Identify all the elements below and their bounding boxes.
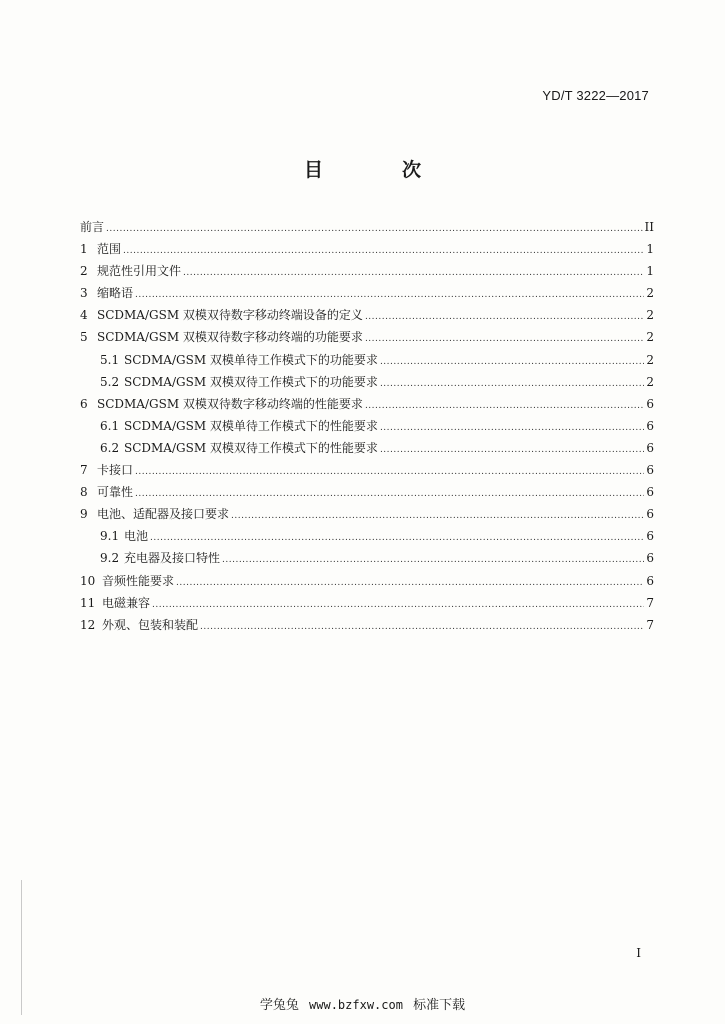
toc-entry[interactable]: [80, 439, 654, 461]
toc-dot-leader: [231, 511, 644, 521]
toc-entry[interactable]: [80, 461, 654, 483]
toc-entry-page: 1: [646, 264, 654, 279]
toc-entry-number: 2: [80, 264, 88, 279]
toc-dot-leader: [123, 246, 644, 256]
toc-entry-title: SCDMA/GSM 双模双待工作模式下的性能要求: [124, 440, 378, 455]
toc-dot-leader: [200, 622, 644, 632]
toc-entry-number: 4: [80, 308, 88, 323]
toc-dot-leader: [152, 600, 644, 610]
toc-dot-leader: [222, 555, 644, 565]
toc-entry[interactable]: [80, 594, 654, 616]
toc-entry[interactable]: [80, 616, 654, 638]
toc-entry-page: 6: [646, 551, 654, 566]
toc-entry[interactable]: [80, 306, 654, 328]
toc-entry-title: 可靠性: [97, 485, 134, 500]
toc-entry-title: SCDMA/GSM 双模单待工作模式下的性能要求: [124, 418, 378, 433]
toc-entry-page: 6: [646, 418, 654, 433]
toc-entry[interactable]: [80, 505, 654, 527]
toc-entry-number: 7: [80, 463, 88, 478]
toc-entry-number: 6.1: [100, 418, 120, 433]
toc-entry-title: 缩略语: [97, 286, 134, 301]
toc-entry[interactable]: [80, 351, 654, 373]
toc-entry[interactable]: [80, 328, 654, 350]
toc-entry-number: 6: [80, 396, 88, 411]
toc-entry-title: 电池: [124, 529, 149, 544]
toc-entry-title: 充电器及接口特性: [124, 551, 221, 566]
toc-entry[interactable]: [80, 240, 654, 262]
toc-entry-title: SCDMA/GSM 双模双待工作模式下的功能要求: [124, 374, 378, 389]
footer-url: www.bzfxw.com: [309, 998, 403, 1012]
toc-entry-number: 9.2: [100, 551, 120, 566]
toc-entry-number: 8: [80, 485, 88, 500]
toc-entry-page: 2: [646, 286, 654, 301]
toc-dot-leader: [365, 334, 644, 344]
toc-entry-page: 7: [646, 617, 654, 632]
toc-entry[interactable]: [80, 395, 654, 417]
toc-entry[interactable]: [80, 549, 654, 571]
toc-dot-leader: [176, 578, 644, 588]
toc-dot-leader: [135, 290, 644, 300]
toc-dot-leader: [135, 489, 644, 499]
toc-dot-leader: [380, 423, 644, 433]
toc-entry-number: 9: [80, 507, 88, 522]
toc-entry-page: II: [644, 220, 654, 234]
toc-entry-page: 6: [646, 463, 654, 478]
toc-entry-title: SCDMA/GSM 双模双待数字移动终端设备的定义: [97, 308, 363, 323]
toc-entry-page: 6: [646, 573, 654, 588]
toc-entry-title: 前言: [80, 220, 105, 234]
toc-entry-title: 电池、适配器及接口要求: [97, 507, 230, 522]
toc-entry[interactable]: [80, 284, 654, 306]
scan-edge-line: [21, 880, 22, 1015]
toc-dot-leader: [150, 533, 644, 543]
footer-watermark: [0, 994, 725, 1013]
toc-entry-number: 5.1: [100, 352, 120, 367]
toc-entry-title: 电磁兼容: [102, 595, 151, 610]
toc-entry-page: 6: [646, 396, 654, 411]
footer-site-name: 学兔兔: [259, 998, 299, 1013]
toc-entry-title: 范围: [97, 242, 122, 257]
page-title: 目 次: [303, 159, 451, 181]
toc-entry-title: 规范性引用文件: [97, 264, 182, 279]
toc-entry[interactable]: [80, 262, 654, 284]
toc-entry[interactable]: [80, 218, 654, 240]
toc-entry-number: 10: [80, 573, 96, 588]
toc-entry-page: 2: [646, 352, 654, 367]
toc-entry-page: 2: [646, 330, 654, 345]
toc-dot-leader: [135, 467, 644, 477]
toc-entry-title: 卡接口: [97, 463, 134, 478]
toc-dot-leader: [380, 379, 644, 389]
toc-dot-leader: [183, 268, 644, 278]
toc-entry-number: 9.1: [100, 529, 120, 544]
toc-dot-leader: [380, 445, 644, 455]
toc-entry-number: 12: [80, 617, 96, 632]
toc-entry-page: 6: [646, 507, 654, 522]
toc-entry-title: SCDMA/GSM 双模双待数字移动终端的功能要求: [97, 330, 363, 345]
toc-entry-number: 3: [80, 286, 88, 301]
toc-dot-leader: [365, 401, 644, 411]
toc-entry-page: 6: [646, 440, 654, 455]
standard-code: YD/T 3222—2017: [542, 88, 649, 103]
toc-entry-title: 音频性能要求: [102, 573, 175, 588]
toc-entry[interactable]: [80, 572, 654, 594]
toc-entry-page: 6: [646, 529, 654, 544]
toc-dot-leader: [380, 357, 644, 367]
page-number: I: [636, 946, 641, 960]
toc-entry-page: 2: [646, 374, 654, 389]
toc-entry[interactable]: [80, 527, 654, 549]
toc-dot-leader: [365, 312, 644, 322]
toc-entry-page: 2: [646, 308, 654, 323]
toc-entry[interactable]: [80, 417, 654, 439]
toc-entry-page: 7: [646, 595, 654, 610]
toc-entry-page: 6: [646, 485, 654, 500]
toc-entry-title: SCDMA/GSM 双模单待工作模式下的功能要求: [124, 352, 378, 367]
toc-entry-number: 5: [80, 330, 88, 345]
table-of-contents: [80, 218, 654, 638]
toc-entry[interactable]: [80, 373, 654, 395]
toc-entry[interactable]: [80, 483, 654, 505]
footer-label: 标准下载: [413, 998, 466, 1013]
toc-entry-number: 6.2: [100, 440, 120, 455]
toc-dot-leader: [106, 224, 643, 234]
toc-entry-title: SCDMA/GSM 双模双待数字移动终端的性能要求: [97, 396, 363, 411]
toc-entry-number: 11: [80, 595, 96, 610]
toc-entry-number: 1: [80, 242, 88, 257]
toc-entry-title: 外观、包装和装配: [102, 617, 199, 632]
toc-entry-page: 1: [646, 242, 654, 257]
toc-entry-number: 5.2: [100, 374, 120, 389]
